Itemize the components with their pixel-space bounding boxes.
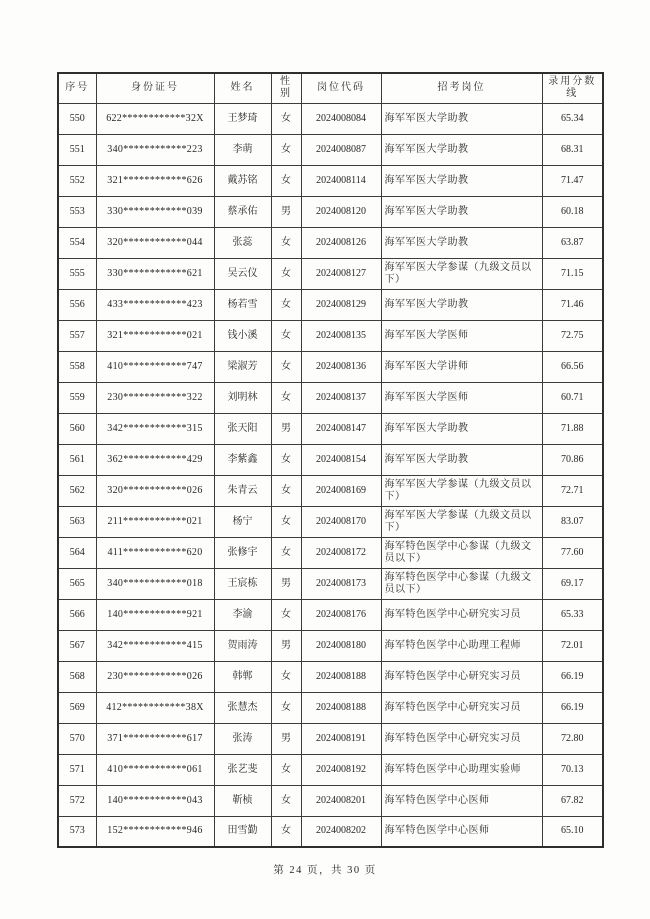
cell-seq: 551 [58, 134, 96, 165]
cell-job-code: 2024008170 [301, 506, 381, 537]
cell-gender: 女 [271, 785, 301, 816]
table-row [58, 444, 603, 475]
cell-name: 张慧杰 [214, 692, 271, 723]
table-row [58, 785, 603, 816]
cell-id-number: 340************223 [96, 134, 214, 165]
header-score-line: 录用分数线 [542, 73, 603, 103]
cell-position: 海军军医大学助教 [381, 134, 542, 165]
cell-seq: 554 [58, 227, 96, 258]
cell-job-code: 2024008129 [301, 289, 381, 320]
header-id-number: 身份证号 [96, 73, 214, 103]
cell-gender: 男 [271, 723, 301, 754]
cell-gender: 女 [271, 134, 301, 165]
header-position: 招考岗位 [381, 73, 542, 103]
cell-score: 60.71 [542, 382, 603, 413]
cell-id-number: 321************626 [96, 165, 214, 196]
cell-job-code: 2024008172 [301, 537, 381, 568]
cell-position: 海军特色医学中心研究实习员 [381, 723, 542, 754]
cell-score: 72.75 [542, 320, 603, 351]
header-seq: 序号 [58, 73, 96, 103]
cell-gender: 女 [271, 537, 301, 568]
table-row [58, 134, 603, 165]
cell-name: 李萌 [214, 134, 271, 165]
cell-job-code: 2024008087 [301, 134, 381, 165]
cell-seq: 571 [58, 754, 96, 785]
cell-gender: 女 [271, 227, 301, 258]
cell-gender: 男 [271, 568, 301, 599]
cell-position: 海军军医大学助教 [381, 103, 542, 134]
header-gender: 性别 [271, 73, 301, 103]
table-header [58, 73, 603, 103]
cell-score: 65.34 [542, 103, 603, 134]
cell-name: 杨宁 [214, 506, 271, 537]
page-number-footer: 第 24 页，共 30 页 [273, 865, 377, 876]
cell-score: 72.01 [542, 630, 603, 661]
cell-name: 田雪勤 [214, 816, 271, 847]
cell-job-code: 2024008176 [301, 599, 381, 630]
header-name: 姓名 [214, 73, 271, 103]
cell-seq: 570 [58, 723, 96, 754]
cell-name: 刘明林 [214, 382, 271, 413]
cell-name: 戴苏铭 [214, 165, 271, 196]
cell-id-number: 340************018 [96, 568, 214, 599]
cell-seq: 555 [58, 258, 96, 289]
cell-name: 靳桢 [214, 785, 271, 816]
cell-name: 张蕊 [214, 227, 271, 258]
cell-id-number: 230************322 [96, 382, 214, 413]
cell-id-number: 321************021 [96, 320, 214, 351]
table-row [58, 630, 603, 661]
cell-score: 67.82 [542, 785, 603, 816]
cell-score: 71.47 [542, 165, 603, 196]
cell-gender: 女 [271, 351, 301, 382]
cell-id-number: 342************315 [96, 413, 214, 444]
cell-score: 65.10 [542, 816, 603, 847]
cell-name: 贺雨涛 [214, 630, 271, 661]
cell-position: 海军军医大学参谋（九级文员以下） [381, 506, 542, 537]
cell-seq: 560 [58, 413, 96, 444]
cell-job-code: 2024008084 [301, 103, 381, 134]
cell-job-code: 2024008126 [301, 227, 381, 258]
cell-position: 海军军医大学助教 [381, 289, 542, 320]
table-row [58, 754, 603, 785]
cell-id-number: 330************621 [96, 258, 214, 289]
cell-name: 张修宇 [214, 537, 271, 568]
cell-id-number: 410************061 [96, 754, 214, 785]
cell-name: 李渝 [214, 599, 271, 630]
cell-id-number: 410************747 [96, 351, 214, 382]
cell-score: 66.19 [542, 661, 603, 692]
cell-name: 吴云仪 [214, 258, 271, 289]
cell-score: 77.60 [542, 537, 603, 568]
table-row [58, 599, 603, 630]
cell-gender: 女 [271, 289, 301, 320]
cell-gender: 女 [271, 320, 301, 351]
cell-gender: 女 [271, 754, 301, 785]
table-row [58, 723, 603, 754]
table-row [58, 692, 603, 723]
cell-job-code: 2024008173 [301, 568, 381, 599]
cell-id-number: 342************415 [96, 630, 214, 661]
cell-job-code: 2024008147 [301, 413, 381, 444]
cell-seq: 562 [58, 475, 96, 506]
cell-id-number: 320************026 [96, 475, 214, 506]
cell-gender: 男 [271, 413, 301, 444]
cell-gender: 男 [271, 630, 301, 661]
table-row [58, 196, 603, 227]
table-row [58, 258, 603, 289]
header-row [58, 73, 603, 103]
cell-position: 海军军医大学参谋（九级文员以下） [381, 258, 542, 289]
table-row [58, 568, 603, 599]
cell-id-number: 371************617 [96, 723, 214, 754]
cell-gender: 女 [271, 258, 301, 289]
cell-job-code: 2024008137 [301, 382, 381, 413]
cell-name: 蔡承佑 [214, 196, 271, 227]
cell-gender: 女 [271, 382, 301, 413]
cell-id-number: 411************620 [96, 537, 214, 568]
cell-id-number: 412************38X [96, 692, 214, 723]
cell-seq: 565 [58, 568, 96, 599]
cell-score: 70.86 [542, 444, 603, 475]
cell-name: 张天阳 [214, 413, 271, 444]
recruitment-score-table [57, 72, 604, 848]
cell-gender: 女 [271, 165, 301, 196]
cell-job-code: 2024008114 [301, 165, 381, 196]
table-row [58, 661, 603, 692]
table-row [58, 227, 603, 258]
table-row [58, 816, 603, 847]
cell-score: 71.46 [542, 289, 603, 320]
cell-id-number: 622************32X [96, 103, 214, 134]
cell-score: 63.87 [542, 227, 603, 258]
cell-job-code: 2024008136 [301, 351, 381, 382]
cell-score: 71.88 [542, 413, 603, 444]
cell-seq: 559 [58, 382, 96, 413]
cell-position: 海军军医大学参谋（九级文员以下） [381, 475, 542, 506]
cell-job-code: 2024008120 [301, 196, 381, 227]
cell-position: 海军军医大学助教 [381, 165, 542, 196]
cell-job-code: 2024008180 [301, 630, 381, 661]
cell-seq: 573 [58, 816, 96, 847]
cell-score: 66.19 [542, 692, 603, 723]
table-row [58, 289, 603, 320]
cell-id-number: 362************429 [96, 444, 214, 475]
cell-job-code: 2024008191 [301, 723, 381, 754]
cell-seq: 550 [58, 103, 96, 134]
cell-score: 69.17 [542, 568, 603, 599]
cell-position: 海军军医大学助教 [381, 196, 542, 227]
cell-score: 71.15 [542, 258, 603, 289]
cell-id-number: 140************043 [96, 785, 214, 816]
cell-score: 72.80 [542, 723, 603, 754]
cell-seq: 561 [58, 444, 96, 475]
cell-id-number: 320************044 [96, 227, 214, 258]
cell-position: 海军特色医学中心助理工程师 [381, 630, 542, 661]
cell-seq: 556 [58, 289, 96, 320]
cell-position: 海军军医大学助教 [381, 413, 542, 444]
cell-job-code: 2024008192 [301, 754, 381, 785]
cell-gender: 女 [271, 661, 301, 692]
cell-position: 海军特色医学中心研究实习员 [381, 661, 542, 692]
cell-seq: 569 [58, 692, 96, 723]
cell-id-number: 152************946 [96, 816, 214, 847]
cell-name: 张艺斐 [214, 754, 271, 785]
cell-gender: 女 [271, 599, 301, 630]
cell-seq: 572 [58, 785, 96, 816]
cell-gender: 男 [271, 196, 301, 227]
cell-name: 梁淑芳 [214, 351, 271, 382]
cell-score: 83.07 [542, 506, 603, 537]
cell-gender: 女 [271, 506, 301, 537]
cell-position: 海军特色医学中心参谋（九级文员以下） [381, 537, 542, 568]
cell-score: 70.13 [542, 754, 603, 785]
cell-id-number: 230************026 [96, 661, 214, 692]
cell-position: 海军军医大学医师 [381, 320, 542, 351]
cell-job-code: 2024008201 [301, 785, 381, 816]
cell-position: 海军特色医学中心助理实验师 [381, 754, 542, 785]
cell-id-number: 433************423 [96, 289, 214, 320]
table-row [58, 165, 603, 196]
cell-seq: 568 [58, 661, 96, 692]
cell-name: 朱青云 [214, 475, 271, 506]
cell-position: 海军军医大学助教 [381, 444, 542, 475]
table-row [58, 103, 603, 134]
table-row [58, 413, 603, 444]
cell-score: 72.71 [542, 475, 603, 506]
cell-score: 66.56 [542, 351, 603, 382]
cell-id-number: 140************921 [96, 599, 214, 630]
cell-score: 68.31 [542, 134, 603, 165]
cell-position: 海军特色医学中心参谋（九级文员以下） [381, 568, 542, 599]
cell-gender: 女 [271, 475, 301, 506]
table-body [58, 103, 603, 847]
cell-gender: 女 [271, 816, 301, 847]
cell-job-code: 2024008188 [301, 692, 381, 723]
cell-position: 海军特色医学中心研究实习员 [381, 599, 542, 630]
cell-score: 65.33 [542, 599, 603, 630]
cell-seq: 563 [58, 506, 96, 537]
cell-name: 钱小溪 [214, 320, 271, 351]
cell-seq: 567 [58, 630, 96, 661]
table-row [58, 320, 603, 351]
table-row [58, 351, 603, 382]
cell-job-code: 2024008188 [301, 661, 381, 692]
header-job-code: 岗位代码 [301, 73, 381, 103]
cell-seq: 557 [58, 320, 96, 351]
cell-score: 60.18 [542, 196, 603, 227]
cell-gender: 女 [271, 444, 301, 475]
cell-name: 杨若雪 [214, 289, 271, 320]
table-row [58, 475, 603, 506]
cell-id-number: 330************039 [96, 196, 214, 227]
cell-job-code: 2024008202 [301, 816, 381, 847]
cell-position: 海军特色医学中心医师 [381, 816, 542, 847]
cell-job-code: 2024008169 [301, 475, 381, 506]
cell-position: 海军特色医学中心医师 [381, 785, 542, 816]
cell-position: 海军军医大学讲师 [381, 351, 542, 382]
cell-position: 海军特色医学中心研究实习员 [381, 692, 542, 723]
table-row [58, 382, 603, 413]
cell-name: 李紫鑫 [214, 444, 271, 475]
cell-seq: 553 [58, 196, 96, 227]
table-row [58, 506, 603, 537]
cell-id-number: 211************021 [96, 506, 214, 537]
cell-name: 王宸栋 [214, 568, 271, 599]
cell-position: 海军军医大学助教 [381, 227, 542, 258]
cell-name: 韩郸 [214, 661, 271, 692]
cell-seq: 558 [58, 351, 96, 382]
cell-name: 张涛 [214, 723, 271, 754]
table-row [58, 537, 603, 568]
cell-gender: 女 [271, 103, 301, 134]
cell-seq: 552 [58, 165, 96, 196]
cell-job-code: 2024008154 [301, 444, 381, 475]
cell-seq: 564 [58, 537, 96, 568]
cell-job-code: 2024008135 [301, 320, 381, 351]
cell-gender: 女 [271, 692, 301, 723]
cell-seq: 566 [58, 599, 96, 630]
cell-position: 海军军医大学医师 [381, 382, 542, 413]
cell-job-code: 2024008127 [301, 258, 381, 289]
cell-name: 王梦琦 [214, 103, 271, 134]
